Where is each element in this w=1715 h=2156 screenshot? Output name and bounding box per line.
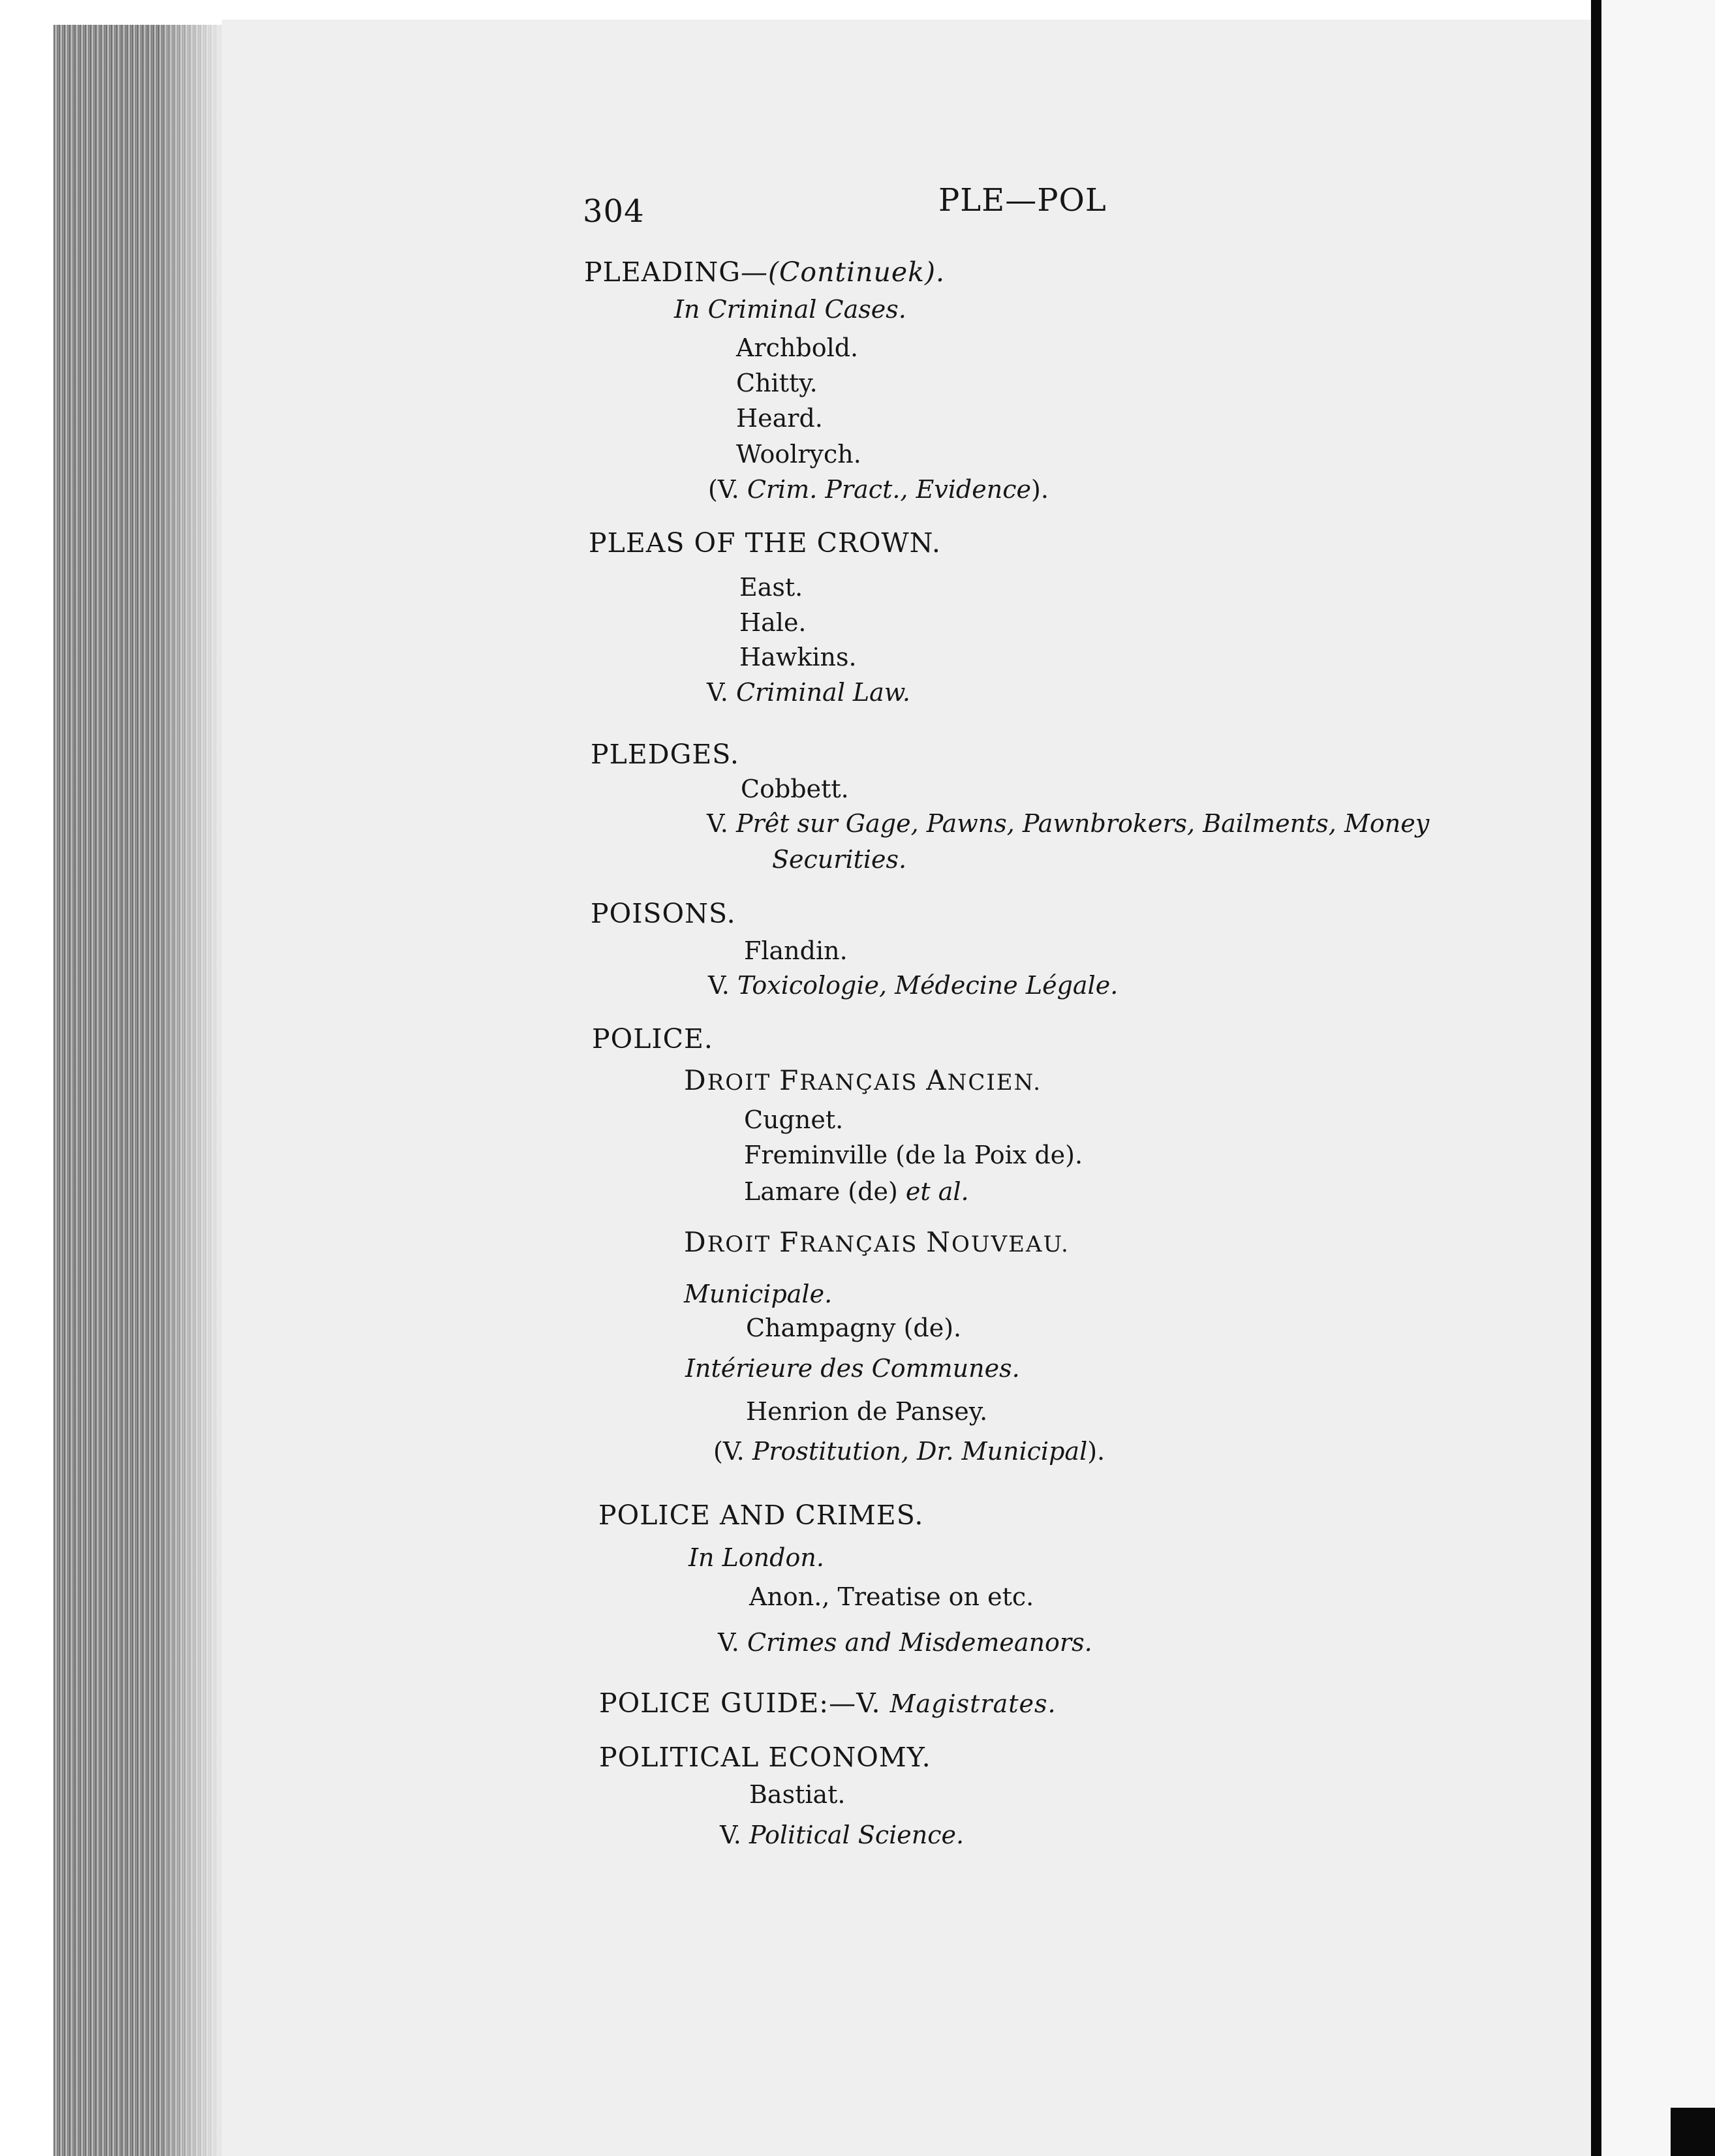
author-entry: Woolrych. <box>736 440 861 469</box>
cap-letter: N <box>926 1226 951 1258</box>
facing-page-corner <box>1671 2108 1715 2156</box>
author-entry: Hale. <box>739 608 807 637</box>
entry-heading: POLICE. <box>592 1023 713 1055</box>
reference-text: Crimes and Misdemeanors. <box>747 1628 1092 1657</box>
subheading: Municipale. <box>684 1280 833 1308</box>
facing-page <box>1601 0 1715 2156</box>
punctuation: . <box>1061 1231 1070 1257</box>
punctuation: . <box>1033 1070 1042 1096</box>
author-entry: Freminville (de la Poix de). <box>744 1141 1083 1169</box>
entry-heading: POLICE AND CRIMES. <box>598 1500 924 1531</box>
running-head: PLE—POL <box>938 182 1107 219</box>
author-entry: Bastiat. <box>749 1780 846 1809</box>
et-al: et al. <box>905 1177 969 1206</box>
continued-note: —(Continuek). <box>741 256 946 288</box>
entry-heading: POLITICAL ECONOMY. <box>599 1742 931 1773</box>
small-caps: ROIT <box>707 1070 780 1096</box>
entry-heading <box>599 1687 1057 1719</box>
reference-text: Prostitution, Dr. Municipal <box>752 1437 1088 1466</box>
author-entry: Flandin. <box>744 936 848 965</box>
reference-text: Political Science. <box>749 1821 965 1849</box>
cap-letter: D <box>684 1064 707 1096</box>
author-entry: Archbold. <box>736 333 859 362</box>
author-entry: Champagny (de). <box>746 1314 962 1342</box>
reference-close: ). <box>1031 475 1049 504</box>
cross-reference <box>707 680 910 705</box>
book-gutter <box>1591 0 1601 2156</box>
see-label: V. <box>707 678 728 707</box>
cap-letter: D <box>684 1226 707 1258</box>
page-number: 304 <box>583 193 645 230</box>
entry-heading: PLEDGES. <box>591 739 739 770</box>
small-caps: RANÇAIS <box>799 1231 927 1257</box>
reference-text: Prêt sur Gage, Pawns, Pawnbrokers, Bailments, Money <box>735 809 1430 838</box>
reference-continuation: Securities. <box>772 845 907 874</box>
heading-text: PLEADING <box>584 256 741 288</box>
author-entry: East. <box>739 573 803 602</box>
page-edge-shadow <box>163 25 224 2156</box>
entry-heading <box>584 256 946 288</box>
reference-text: Criminal Law. <box>735 678 910 707</box>
cap-letter: A <box>926 1064 948 1096</box>
cross-reference <box>708 477 1049 502</box>
small-caps: NCIEN <box>947 1070 1034 1096</box>
entry-heading: POISONS. <box>591 898 736 929</box>
small-caps: OUVEAU <box>951 1231 1061 1257</box>
author-entry: Anon., Treatise on etc. <box>749 1582 1034 1611</box>
author-entry: Chitty. <box>736 369 818 397</box>
see-label: V. <box>720 1821 741 1849</box>
see-label: (V. <box>713 1437 745 1466</box>
see-label: (V. <box>708 475 739 504</box>
see-label: V. <box>708 971 730 1000</box>
cross-reference <box>708 973 1118 998</box>
reference-close: ). <box>1087 1437 1105 1466</box>
small-caps: RANÇAIS <box>799 1070 927 1096</box>
cap-letter: F <box>779 1226 800 1258</box>
subheading: In Criminal Cases. <box>674 295 906 324</box>
author-entry <box>744 1179 969 1204</box>
author-entry: Heard. <box>736 404 823 433</box>
subheading: Intérieure des Communes. <box>685 1354 1020 1383</box>
subheading: In London. <box>688 1543 824 1572</box>
reference-text: Crim. Pract., Evidence <box>747 475 1031 504</box>
cross-reference <box>718 1630 1092 1655</box>
reference-text: Toxicologie, Médecine Légale. <box>737 971 1119 1000</box>
cross-reference <box>707 811 1429 836</box>
entry-heading: PLEAS OF THE CROWN. <box>589 527 941 559</box>
author-entry: Henrion de Pansey. <box>746 1397 988 1426</box>
cap-letter: F <box>779 1064 800 1096</box>
cross-reference <box>713 1439 1105 1464</box>
small-caps: ROIT <box>707 1231 780 1257</box>
author-entry: Cobbett. <box>741 775 849 803</box>
see-label: V. <box>718 1628 739 1657</box>
reference-text: Magistrates. <box>889 1689 1057 1718</box>
subheading-small-caps <box>684 1064 1042 1096</box>
subheading-small-caps <box>684 1226 1070 1258</box>
author-name: Lamare (de) <box>744 1177 898 1206</box>
cross-reference <box>720 1823 964 1847</box>
author-entry: Hawkins. <box>739 643 857 671</box>
see-label: V. <box>707 809 728 838</box>
heading-text: POLICE GUIDE:—V. <box>599 1687 881 1719</box>
author-entry: Cugnet. <box>744 1105 844 1134</box>
